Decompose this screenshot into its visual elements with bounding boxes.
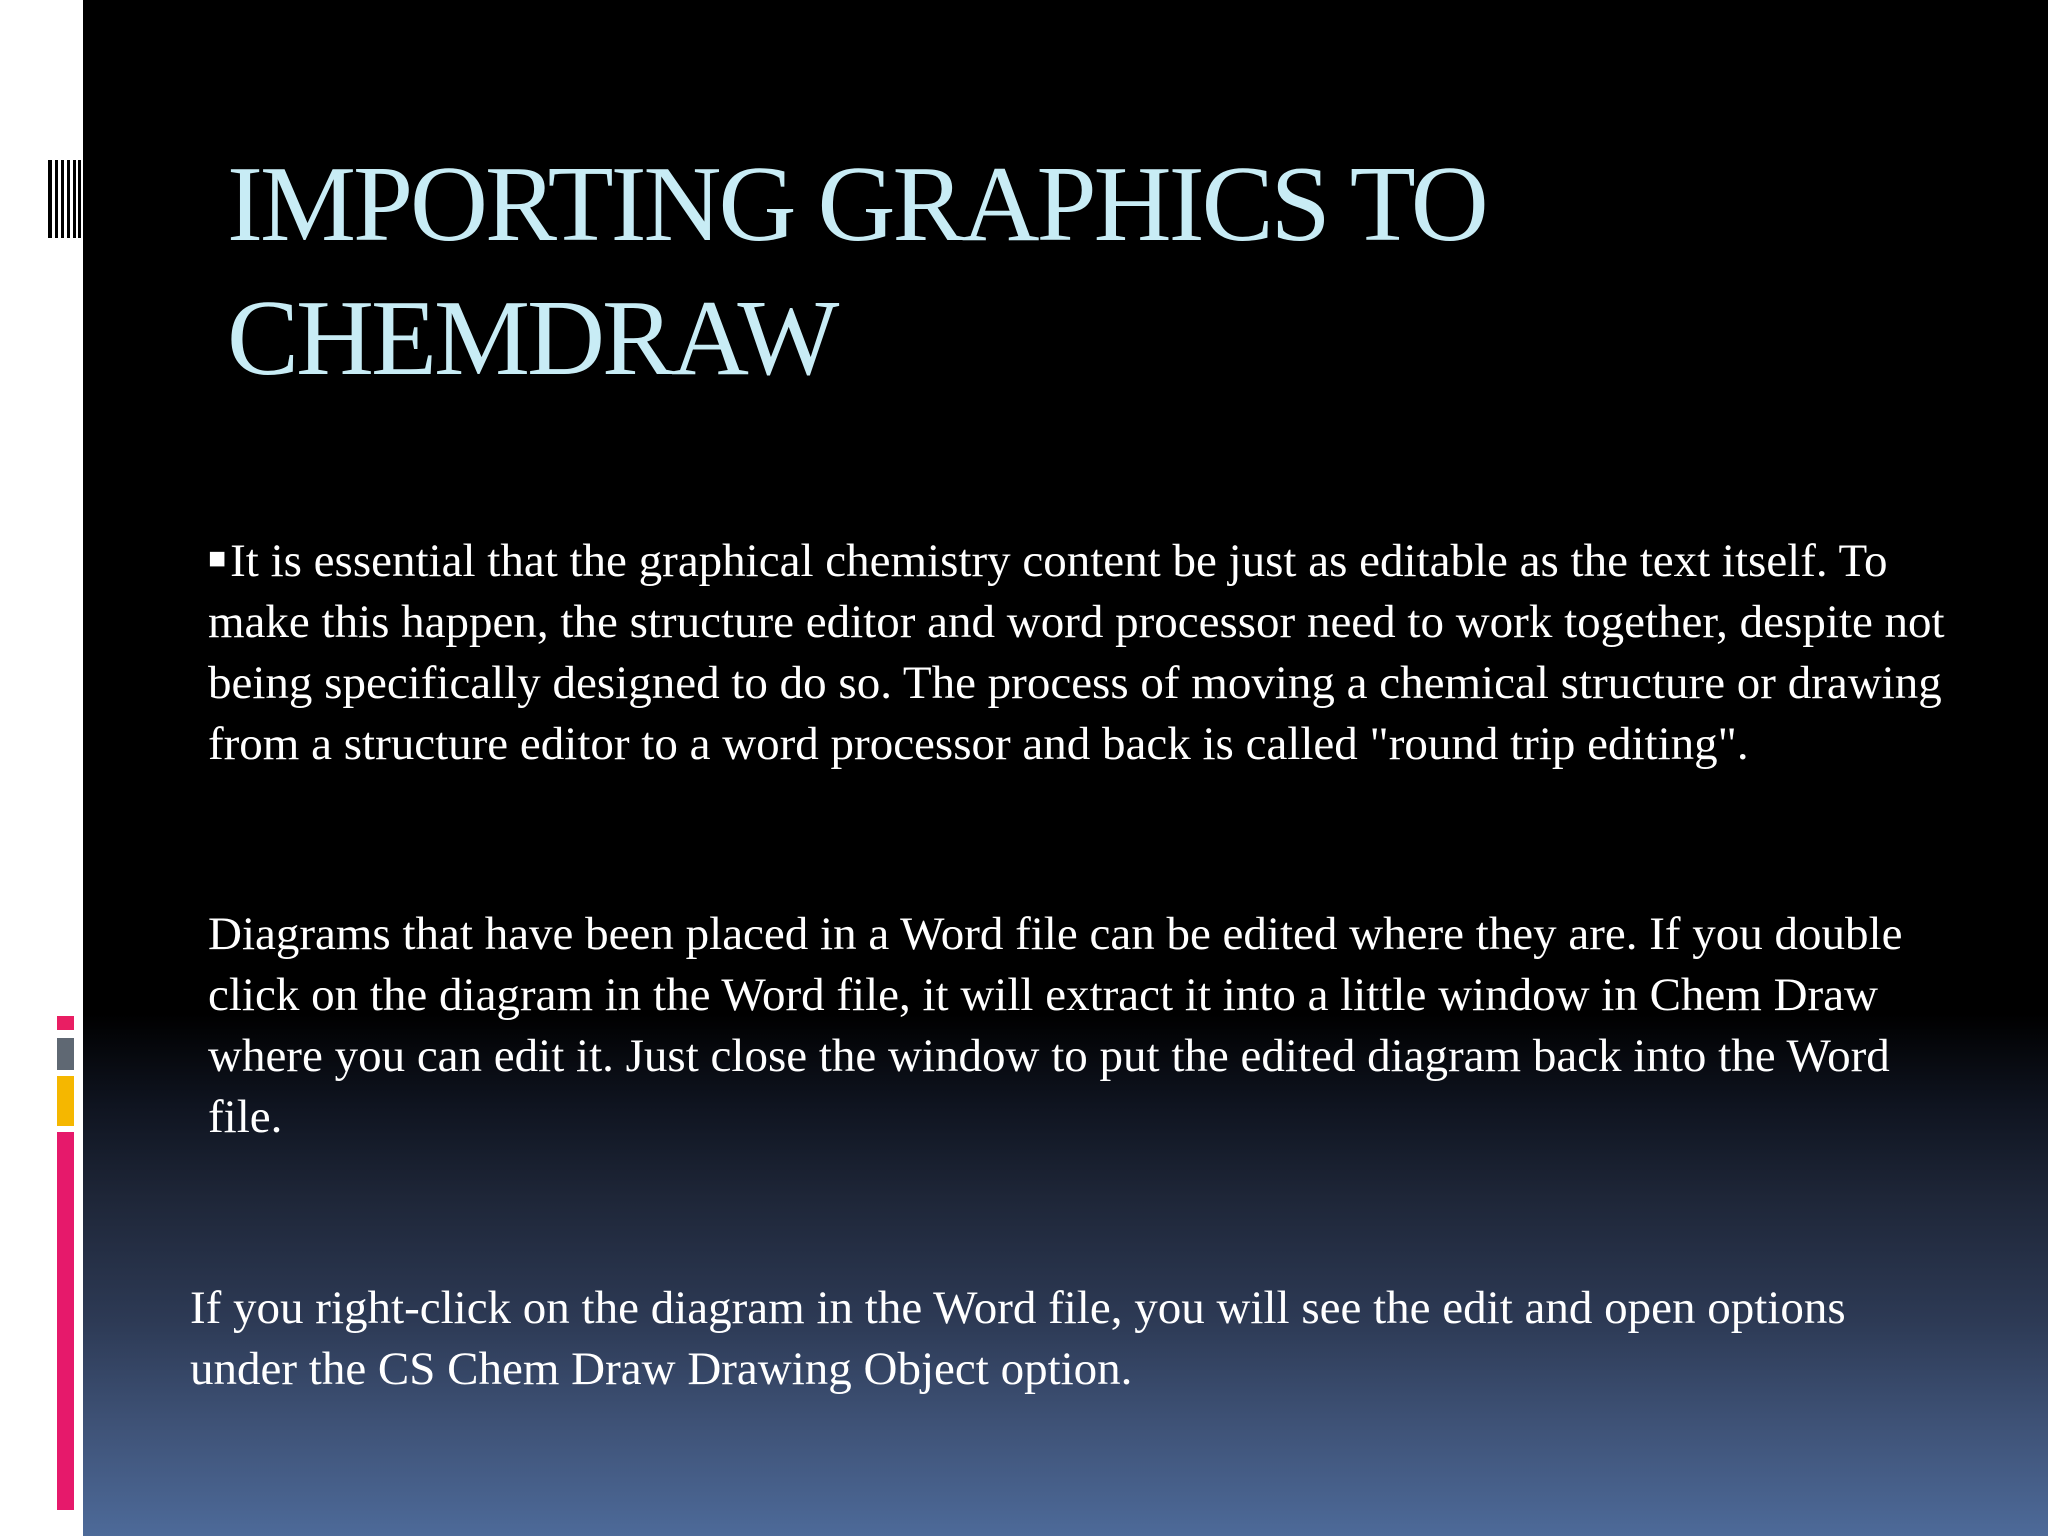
accent-strip-pink-top: [57, 1016, 74, 1030]
paragraph-right-click-options: If you right-click on the diagram in the Word file, you will see the edit and open options under the CS Chem Draw Drawing Object option.: [190, 1282, 1846, 1395]
decorative-bar: [73, 160, 76, 238]
accent-strip-pink-long: [57, 1132, 74, 1510]
paragraph-edit-in-place: Diagrams that have been placed in a Word file can be edited where they are. If you double click on the diagram in the Word file, it will extract it into a little window in Chem Draw where you can edit it. Just close the window to put the edited diagram back into the Word file.: [208, 908, 1903, 1143]
accent-strip-gray: [57, 1038, 74, 1070]
paragraph-1-text: It is essential that the graphical chemistry content be just as editable as the text itself. To make this happen, the structure editor and word processor need to work together, despite not being specifically designed to do so. The process of moving a chemical structure or drawing from a structure editor to a word processor and back is called "round trip editing".: [208, 535, 1945, 770]
slide-title: IMPORTING GRAPHICS TO CHEMDRAW: [227, 145, 1486, 398]
decorative-bar: [55, 160, 58, 238]
bullet-marker: ■: [208, 542, 227, 575]
decorative-bar: [48, 160, 52, 238]
paragraph-round-trip-editing: [208, 528, 1968, 775]
decorative-bar: [61, 160, 64, 238]
accent-strip-yellow: [57, 1076, 74, 1126]
decorative-bar: [67, 160, 70, 238]
decorative-bar: [78, 160, 81, 238]
decorative-vertical-bars: [48, 160, 82, 250]
